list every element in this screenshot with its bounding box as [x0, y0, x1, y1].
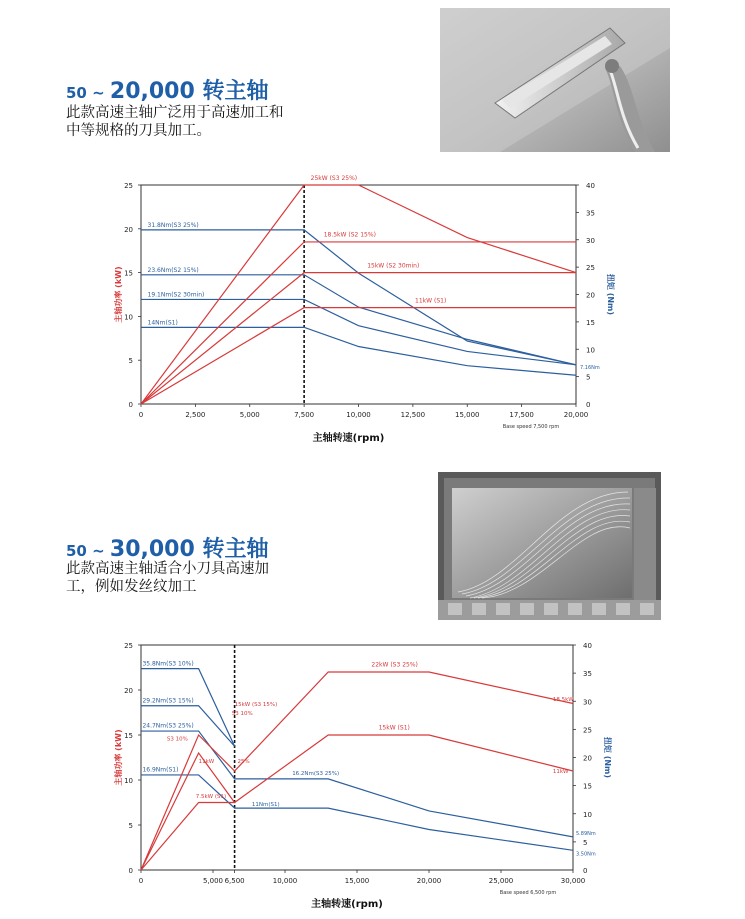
y-right-tick-label: 25 [583, 726, 592, 735]
tool-photo-graphic [440, 8, 670, 152]
y-left-tick-label: 25 [124, 642, 133, 650]
torque-series-label: 29.2Nm(S3 15%) [142, 697, 194, 705]
chart1-container [95, 174, 615, 455]
y-left-tick-label: 0 [128, 401, 133, 409]
y-right-tick-label: 35 [586, 209, 595, 218]
y-right-tick-label: 15 [586, 318, 595, 327]
x-tick-label: 20,000 [416, 877, 442, 885]
torque-series-label: 24.7Nm(S3 25%) [142, 722, 194, 730]
x-tick-label: 17,500 [509, 411, 534, 419]
section1-title-main: 20,000 转主轴 [109, 79, 269, 104]
y-right-tick-label: 0 [586, 401, 591, 409]
x-tick-label: 7,500 [294, 411, 315, 419]
plot-frame [141, 645, 573, 870]
x-tick-label: 12,500 [400, 411, 426, 419]
y-left-tick-label: 25 [124, 182, 133, 190]
power-series-line [141, 273, 576, 404]
chart1-svg [95, 174, 615, 455]
power-annotation-label: 7.5kW (S1) [195, 794, 227, 800]
torque-series-label: 19.1Nm(S2 30min) [147, 291, 205, 299]
x-tick-label: 15,000 [455, 411, 480, 419]
y-left-tick-label: 5 [128, 822, 133, 830]
y-left-tick-label: 10 [124, 777, 133, 785]
y-right-tick-label: 40 [586, 182, 595, 190]
torque-annotation-label: 16.2Nm(S3 25%) [292, 770, 340, 777]
x-tick-label: 0 [138, 411, 144, 419]
torque-annotation-label: 11Nm(S1) [251, 801, 280, 808]
y-right-tick-label: 40 [583, 642, 592, 650]
section2-description [66, 560, 269, 596]
x-tick-label: 25,000 [488, 877, 514, 885]
y-left-tick-label: 20 [124, 687, 133, 695]
torque-series-line [141, 775, 573, 850]
section1-desc-line2: 中等规格的刀具加工。 [66, 123, 211, 139]
section2-heading [66, 532, 268, 563]
x-axis-label: 主轴转速(rpm) [311, 899, 383, 910]
x-tick-label: 10,000 [346, 411, 371, 419]
y-right-tick-label: 30 [586, 236, 595, 245]
plot-frame [141, 185, 576, 404]
section1-heading [66, 74, 268, 105]
power-series-label: 22kW (S3 25%) [371, 661, 418, 669]
base-speed-note: Base speed 7,500 rpm [502, 424, 560, 430]
y-right-tick-label: 25 [586, 264, 595, 273]
power-series-line [141, 185, 576, 404]
power-annotation-label: 11kW [198, 758, 215, 765]
y-right-tick-label: 20 [583, 754, 592, 763]
x-tick-label: 2,500 [185, 411, 206, 419]
chart2-svg [95, 640, 615, 915]
y-left-axis-label: 主轴功率 (kW) [114, 266, 123, 323]
torque-series-label: 16.9Nm(S1) [142, 766, 179, 774]
power-series-line [141, 308, 576, 404]
section1-photo [440, 8, 670, 152]
y-left-tick-label: 20 [124, 225, 133, 234]
power-annotation-label: 15kW (S3 15%) [234, 702, 278, 709]
section2-desc-line1: 此款高速主轴适合小刀具高速加 [66, 561, 269, 577]
section1-title-prefix: 50 ~ [66, 84, 110, 102]
base-speed-note: Base speed 6,500 rpm [499, 890, 557, 896]
x-tick-label: 6,500 [224, 877, 245, 885]
y-right-axis-label: 扭矩 (Nm) [603, 736, 612, 779]
x-axis-label: 主轴转速(rpm) [312, 433, 385, 444]
x-tick-label: 10,000 [272, 877, 298, 885]
power-series-line [141, 242, 576, 404]
power-annotation-label: 25% [237, 758, 250, 765]
y-left-tick-label: 10 [124, 313, 133, 322]
y-right-tick-label: 0 [583, 867, 588, 875]
power-annotation-label: S3 10% [166, 736, 188, 743]
section1-description [66, 104, 284, 140]
torque-end-label: 3.50Nm [576, 851, 596, 858]
power-series-label: 15kW (S1) [378, 724, 410, 732]
y-right-tick-label: 20 [586, 291, 595, 300]
x-tick-label: 0 [138, 877, 144, 885]
power-series-label: 18.5kW (S2 15%) [323, 231, 376, 239]
torque-series-line [141, 669, 235, 747]
y-right-tick-label: 15 [583, 782, 592, 791]
x-tick-label: 5,000 [239, 411, 260, 419]
x-tick-label: 20,000 [563, 411, 589, 419]
power-annotation-label: S3 10% [231, 711, 253, 718]
y-left-tick-label: 15 [124, 732, 133, 740]
torque-series-line [141, 299, 576, 364]
y-left-tick-label: 5 [128, 357, 133, 366]
y-left-tick-label: 15 [124, 269, 133, 278]
power-series-label: 11kW (S1) [415, 297, 447, 305]
x-tick-label: 15,000 [344, 877, 370, 885]
torque-end-label: 5.89Nm [576, 831, 596, 838]
x-tick-label: 5,000 [202, 877, 224, 885]
section1-desc-line1: 此款高速主轴广泛用于高速加工和 [66, 105, 284, 121]
section2-desc-line2: 工，例如发丝纹加工 [66, 579, 197, 595]
power-annotation-label: 11kW [552, 768, 569, 775]
y-right-tick-label: 10 [583, 810, 592, 819]
y-right-tick-label: 5 [586, 373, 591, 382]
section2-title-main: 30,000 转主轴 [109, 537, 269, 562]
power-series-label: 25kW (S3 25%) [310, 174, 358, 182]
torque-series-label: 31.8Nm(S3 25%) [147, 221, 199, 229]
y-right-tick-label: 5 [583, 838, 588, 847]
torque-end-label: 7.16Nm [580, 364, 600, 371]
x-tick-label: 30,000 [560, 877, 586, 885]
y-right-tick-label: 35 [583, 670, 592, 679]
y-right-tick-label: 30 [583, 698, 592, 707]
torque-series-label: 35.8Nm(S3 10%) [142, 660, 194, 668]
section2-title-prefix: 50 ~ [66, 542, 110, 560]
hairline-photo-graphic [438, 472, 661, 620]
power-series-label: 15kW (S2 30min) [367, 262, 420, 270]
y-right-tick-label: 10 [586, 346, 595, 355]
y-left-tick-label: 0 [128, 867, 133, 875]
torque-series-line [141, 731, 573, 837]
y-right-axis-label: 扭矩 (Nm) [606, 273, 615, 316]
torque-series-line [141, 230, 576, 365]
torque-series-label: 23.6Nm(S2 15%) [147, 266, 199, 274]
torque-series-label: 14Nm(S1) [147, 319, 178, 327]
chart2-container [95, 640, 615, 915]
power-series-line [141, 672, 573, 870]
power-annotation-label: 18.5kW [552, 696, 574, 703]
y-left-axis-label: 主轴功率 (kW) [114, 729, 123, 786]
section2-photo [438, 472, 661, 620]
